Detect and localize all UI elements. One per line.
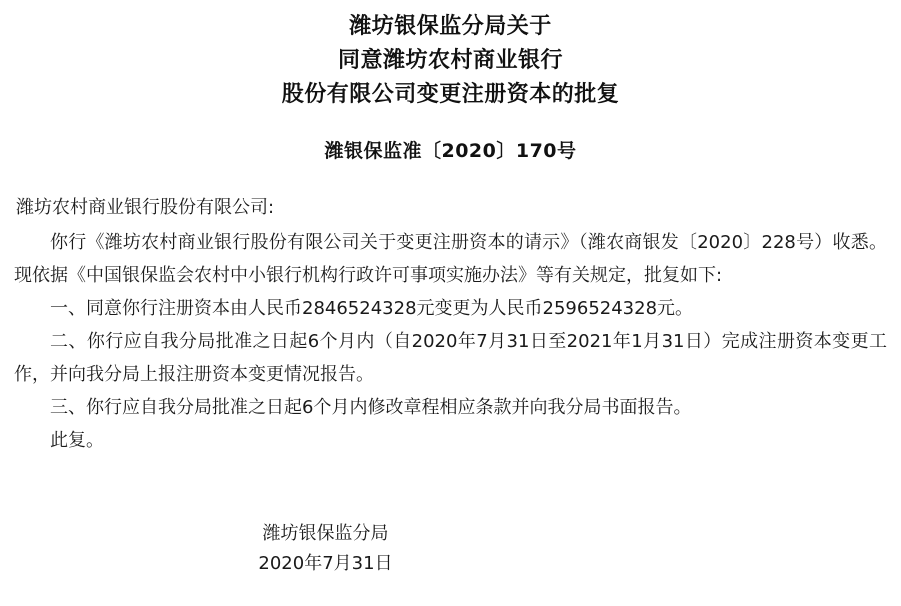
body-paragraph-2: 一、同意你行注册资本由人民币2846524328元变更为人民币2596524328元。 [50, 298, 694, 319]
addressee: 潍坊农村商业银行股份有限公司: [16, 197, 275, 218]
signature-block [14, 519, 887, 579]
document-number: 潍银保监准〔2020〕170号 [324, 140, 577, 162]
document-title [14, 10, 887, 112]
signature-issuer: 潍坊银保监分局 [262, 523, 389, 544]
signature-date: 2020年7月31日 [258, 553, 393, 574]
body-paragraph-5: 此复。 [50, 430, 104, 451]
body-paragraph-4: 三、你行应自我分局批准之日起6个月内修改章程相应条款并向我分局书面报告。 [50, 397, 692, 418]
body-paragraph-3: 二、你行应自我分局批准之日起6个月内（自2020年7月31日至2021年1月31日）完成注册资本变更工作，并向我分局上报注册资本变更情况报告。 [14, 331, 887, 385]
title-line-2: 同意潍坊农村商业银行 [337, 48, 563, 73]
title-line-3: 股份有限公司变更注册资本的批复 [281, 82, 620, 107]
body-paragraph-1: 你行《潍坊农村商业银行股份有限公司关于变更注册资本的请示》（潍农商银发〔2020〕228号）收悉。现依据《中国银保监会农村中小银行机构行政许可事项实施办法》等有关规定，批复如下: [14, 232, 887, 286]
title-line-1: 潍坊银保监分局关于 [349, 14, 552, 39]
